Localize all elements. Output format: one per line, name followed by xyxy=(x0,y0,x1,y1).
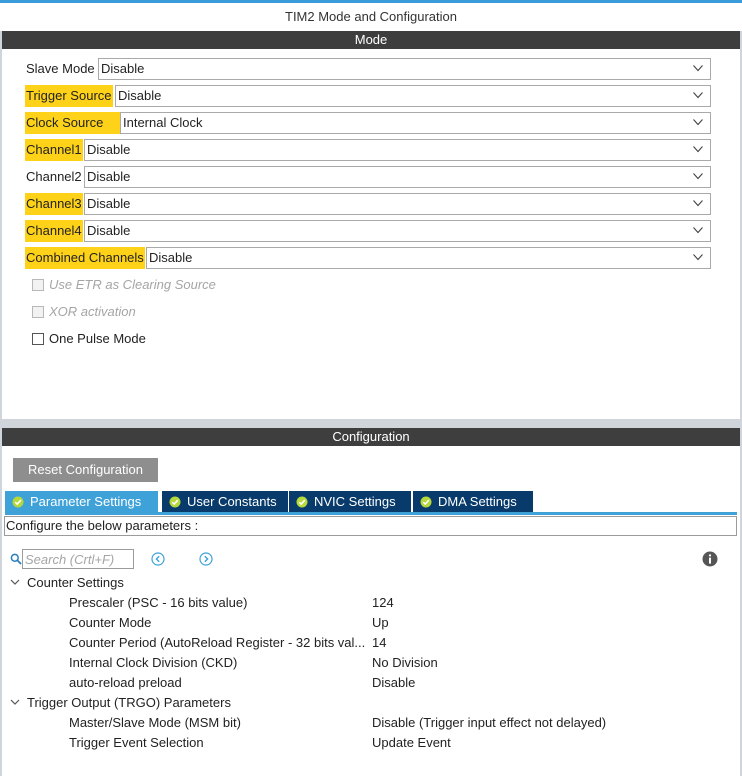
arrow-left-circle-icon[interactable] xyxy=(151,552,165,566)
check-circle-icon xyxy=(169,496,181,508)
param-value[interactable]: 124 xyxy=(372,595,394,610)
slave-mode-select[interactable] xyxy=(98,58,711,80)
chevron-down-icon xyxy=(693,248,703,268)
select-value: Disable xyxy=(87,223,131,238)
field-label: Channel1 xyxy=(25,139,83,161)
mode-field-channel1 xyxy=(25,139,711,161)
mode-section-header: Mode xyxy=(2,31,740,49)
arrow-right-circle-icon[interactable] xyxy=(199,552,213,566)
use-etr-checkbox xyxy=(32,279,44,291)
select-value: Disable xyxy=(87,169,131,184)
chevron-down-icon xyxy=(693,167,703,187)
param-value[interactable]: Disable xyxy=(372,675,416,690)
param-name[interactable]: Master/Slave Mode (MSM bit) xyxy=(69,715,241,730)
clock-source-select[interactable] xyxy=(120,112,711,134)
mode-field-channel4 xyxy=(25,220,711,242)
param-value[interactable]: No Division xyxy=(372,655,438,670)
mode-field-trigger-source xyxy=(25,85,711,107)
select-value: Disable xyxy=(149,250,193,265)
channel2-select[interactable] xyxy=(84,166,711,188)
channel4-select[interactable] xyxy=(84,220,711,242)
tree-group-counter-settings[interactable] xyxy=(10,573,124,593)
tree-group-trigger-output[interactable] xyxy=(10,693,231,713)
tab-label: NVIC Settings xyxy=(314,494,396,509)
param-value[interactable]: Up xyxy=(372,615,389,630)
param-value[interactable]: Disable (Trigger input effect not delayed) xyxy=(372,715,607,730)
chevron-down-icon xyxy=(693,221,703,241)
chevron-down-icon xyxy=(693,140,703,160)
group-label: Trigger Output (TRGO) Parameters xyxy=(27,695,231,710)
chevron-down-icon xyxy=(693,194,703,214)
field-label: Clock Source xyxy=(25,112,120,134)
select-value: Disable xyxy=(118,88,162,103)
mode-field-slave-mode xyxy=(25,58,711,80)
xor-activation-checkbox xyxy=(32,306,44,318)
trigger-source-select[interactable] xyxy=(115,85,711,107)
param-name[interactable]: Counter Period (AutoReload Register - 32 bits val... xyxy=(69,635,366,650)
check-circle-icon xyxy=(420,496,432,508)
select-value: Disable xyxy=(87,196,131,211)
check-circle-icon xyxy=(296,496,308,508)
field-label: Channel4 xyxy=(25,220,83,242)
reset-configuration-button[interactable]: Reset Configuration xyxy=(13,458,158,482)
tab-user-constants[interactable] xyxy=(162,491,288,512)
parameter-description: Configure the below parameters : xyxy=(4,516,737,536)
tab-label: User Constants xyxy=(187,494,277,509)
param-name[interactable]: Counter Mode xyxy=(69,615,152,630)
configuration-section-header: Configuration xyxy=(2,428,740,446)
field-label: Channel2 xyxy=(26,169,82,184)
tab-nvic-settings[interactable] xyxy=(289,491,411,512)
param-value[interactable]: Update Event xyxy=(372,735,451,750)
param-name[interactable]: auto-reload preload xyxy=(69,675,182,690)
chevron-down-icon xyxy=(693,86,703,106)
checkbox-label: One Pulse Mode xyxy=(49,331,146,346)
param-name[interactable]: Prescaler (PSC - 16 bits value) xyxy=(69,595,248,610)
panel-separator[interactable] xyxy=(2,419,740,428)
window-title: TIM2 Mode and Configuration xyxy=(0,3,742,31)
group-label: Counter Settings xyxy=(27,575,124,590)
mode-field-clock-source xyxy=(25,112,711,134)
one-pulse-mode-checkbox[interactable] xyxy=(32,333,44,345)
param-value[interactable]: 14 xyxy=(372,635,387,650)
checkbox-label: XOR activation xyxy=(49,304,136,319)
select-value: Disable xyxy=(101,61,145,76)
field-label: Trigger Source xyxy=(25,85,113,107)
tab-parameter-settings[interactable] xyxy=(5,491,158,512)
field-label: Channel3 xyxy=(25,193,83,215)
caret-down-icon[interactable] xyxy=(10,577,20,587)
mode-field-combined-channels xyxy=(25,247,711,269)
tab-label: DMA Settings xyxy=(438,494,517,509)
info-icon[interactable] xyxy=(702,551,718,567)
chevron-down-icon xyxy=(693,59,703,79)
chevron-down-icon xyxy=(693,113,703,133)
mode-field-channel3 xyxy=(25,193,711,215)
combined-channels-select[interactable] xyxy=(146,247,711,269)
field-label: Combined Channels xyxy=(25,247,145,269)
mode-field-channel2 xyxy=(25,166,711,188)
param-name[interactable]: Internal Clock Division (CKD) xyxy=(69,655,238,670)
channel1-select[interactable] xyxy=(84,139,711,161)
select-value: Internal Clock xyxy=(123,115,203,130)
param-name[interactable]: Trigger Event Selection xyxy=(69,735,204,750)
search-input[interactable] xyxy=(22,549,134,569)
tab-underline xyxy=(5,512,737,515)
channel3-select[interactable] xyxy=(84,193,711,215)
search-icon xyxy=(10,553,22,565)
check-circle-icon xyxy=(12,496,24,508)
field-label: Slave Mode xyxy=(26,61,95,76)
checkbox-label: Use ETR as Clearing Source xyxy=(49,277,216,292)
tab-label: Parameter Settings xyxy=(30,494,142,509)
tab-dma-settings[interactable] xyxy=(413,491,533,512)
caret-down-icon[interactable] xyxy=(10,697,20,707)
select-value: Disable xyxy=(87,142,131,157)
